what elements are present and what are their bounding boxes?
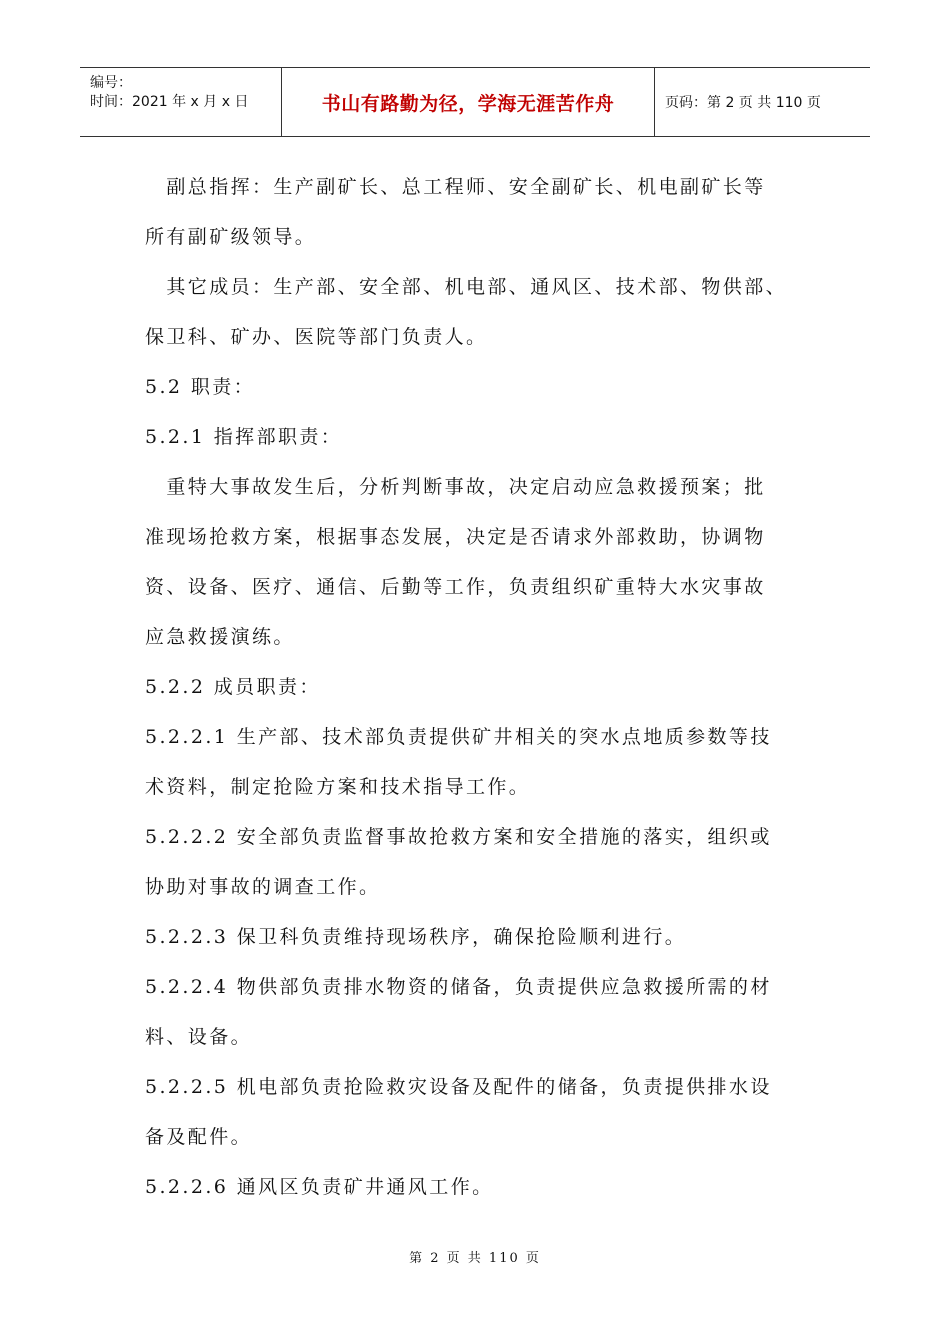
page-header	[80, 67, 870, 137]
header-motto: 书山有路勤为径，学海无涯苦作舟	[282, 68, 655, 136]
body-line: 副总指挥：生产副矿长、总工程师、安全副矿长、机电副矿长等	[145, 176, 766, 198]
body-line: 5.2.2.6 通风区负责矿井通风工作。	[145, 1176, 494, 1198]
document-number-label: 编号：	[90, 75, 132, 91]
body-line: 5.2.2.1 生产部、技术部负责提供矿井相关的突水点地质参数等技	[145, 726, 772, 748]
body-line: 资、设备、医疗、通信、后勤等工作，负责组织矿重特大水灾事故	[145, 576, 766, 598]
body-line: 5.2.2.4 物供部负责排水物资的储备，负责提供应急救援所需的材	[145, 976, 772, 998]
body-line: 5.2.2.2 安全部负责监督事故抢救方案和安全措施的落实，组织或	[145, 826, 772, 848]
section-heading: 5.2.2 成员职责：	[145, 676, 321, 698]
body-line: 协助对事故的调查工作。	[145, 876, 381, 898]
body-line: 料、设备。	[145, 1026, 253, 1048]
document-body	[145, 162, 815, 1212]
header-page-label: 页码：第 2 页 共 110 页	[665, 95, 821, 111]
body-line: 5.2.2.3 保卫科负责维持现场秩序，确保抢险顺利进行。	[145, 926, 687, 948]
header-meta	[80, 68, 282, 136]
body-line: 5.2.2.5 机电部负责抢险救灾设备及配件的储备，负责提供排水设	[145, 1076, 772, 1098]
section-heading: 5.2.1 指挥部职责：	[145, 426, 343, 448]
body-line: 备及配件。	[145, 1126, 253, 1148]
body-line: 其它成员：生产部、安全部、机电部、通风区、技术部、物供部、	[145, 276, 788, 298]
page-footer: 第 2 页 共 110 页	[409, 1251, 541, 1266]
body-line: 保卫科、矿办、医院等部门负责人。	[145, 326, 488, 348]
document-time-label: 时间：2021 年 x 月 x 日	[90, 94, 249, 110]
section-heading: 5.2 职责：	[145, 376, 256, 398]
body-line: 术资料，制定抢险方案和技术指导工作。	[145, 776, 531, 798]
body-line: 准现场抢救方案，根据事态发展，决定是否请求外部救助，协调物	[145, 526, 766, 548]
body-line: 重特大事故发生后，分析判断事故，决定启动应急救援预案；批	[145, 476, 766, 498]
body-line: 应急救援演练。	[145, 626, 295, 648]
body-line: 所有副矿级领导。	[145, 226, 317, 248]
